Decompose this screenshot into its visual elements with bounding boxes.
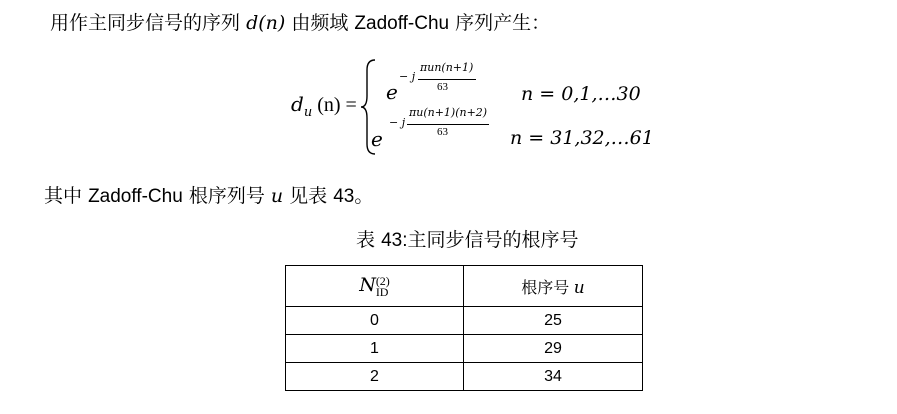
table-row [286,335,643,363]
case2-frac-line [407,124,489,125]
table-header-row [286,266,643,307]
table-row [286,307,643,335]
table-row [286,363,643,391]
intro-suffix: 序列产生： [455,12,551,34]
intro-line [50,8,550,35]
para2-u-symbol: u [270,185,284,207]
case1-exp-sign: − j [399,70,416,83]
cell-u: 25 [464,307,643,335]
para2-table-ref: 43。 [333,186,374,207]
case2-exp-den: 63 [437,126,448,138]
header-root-index-symbol: u [573,277,585,298]
header-nid-sub: ID [375,284,389,299]
case1-exp-den: 63 [437,81,448,93]
table-caption [356,225,579,252]
caption-text: 主同步信号的根序号 [407,229,579,251]
header-root-index-text: 根序号 [521,277,570,297]
para2-middle: 根序列号 [188,185,265,207]
case1-condition: n = 0,1,…30 [521,83,641,105]
cell-nid: 0 [286,307,464,335]
intro-prefix: 用作主同步信号的序列 [50,12,241,34]
para2-line [44,181,373,208]
header-root-index [464,266,643,307]
case2-base: e [371,127,383,151]
cell-nid: 1 [286,335,464,363]
case2-condition: n = 31,32,…61 [510,127,654,149]
formula-lhs-sub: u [303,105,313,120]
formula-lhs-arg: (n) = [317,94,357,116]
case1-frac-line [418,79,476,80]
intro-sequence-symbol: d(n) [246,12,286,34]
cell-u: 29 [464,335,643,363]
formula-lhs [291,92,357,120]
header-nid [286,266,464,307]
para2-zc-name: Zadoff-Chu [88,186,183,207]
header-nid-sup: (2) [375,273,390,288]
cell-nid: 2 [286,363,464,391]
para2-prefix: 其中 [44,185,83,207]
intro-middle: 由频域 [291,12,349,34]
case1-base: e [386,80,398,104]
root-index-table [285,265,643,391]
cell-u: 34 [464,363,643,391]
header-nid-base: N [359,274,376,297]
case2-exp-num: πu(n+1)(n+2) [409,106,488,119]
case1-exp-num: πun(n+1) [420,61,474,74]
formula-lhs-base: d [291,92,304,116]
intro-zc-name: Zadoff-Chu [354,13,450,34]
caption-number: 43: [381,230,408,251]
para2-suffix: 见表 [289,185,328,207]
case2-exp-sign: − j [389,116,406,129]
caption-prefix: 表 [356,229,376,251]
